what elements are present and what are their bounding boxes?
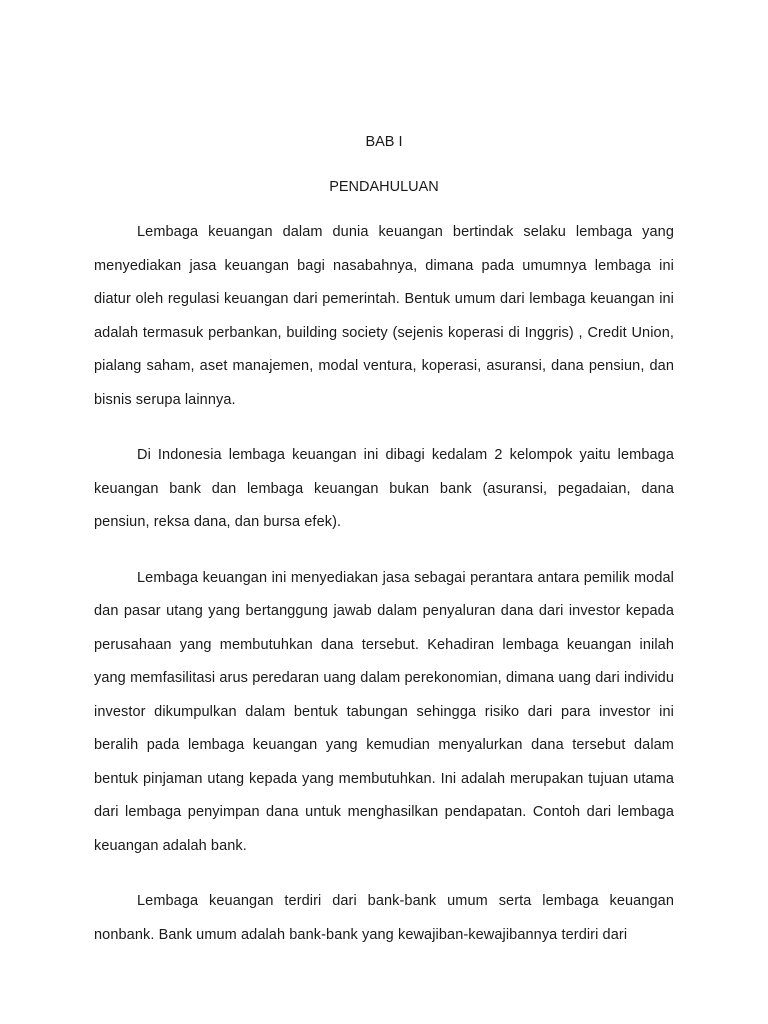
document-page (94, 130, 674, 974)
chapter-heading: BAB I (365, 134, 403, 150)
chapter-title: PENDAHULUAN (329, 179, 439, 195)
paragraph: Lembaga keuangan terdiri dari bank-bank umum serta lembaga keuangan nonbank. Bank umum adalah bank-bank yang kewajiban-kewajibannya terdiri dari (94, 893, 674, 943)
paragraph: Lembaga keuangan ini menyediakan jasa sebagai perantara antara pemilik modal dan pasar utang yang bertanggung jawab dalam penyaluran dana dari investor kepada perusahaan yang membutuhkan dana tersebut. Kehadiran lembaga keuangan inilah yang memfasilitasi arus peredaran uang dalam perekonomian, dimana uang dari individu investor dikumpulkan dalam bentuk tabungan sehingga risiko dari para investor ini beralih pada lembaga keuangan yang kemudian menyalurkan dana tersebut dalam bentuk pinjaman utang kepada yang membutuhkan. Ini adalah merupakan tujuan utama dari lembaga penyimpan dana untuk menghasilkan pendapatan. Contoh dari lembaga keuangan adalah bank. (94, 569, 674, 854)
paragraph: Di Indonesia lembaga keuangan ini dibagi kedalam 2 kelompok yaitu lembaga keuangan bank dan lembaga keuangan bukan bank (asuransi, pegadaian, dana pensiun, reksa dana, dan bursa efek). (94, 447, 674, 530)
paragraph: Lembaga keuangan dalam dunia keuangan bertindak selaku lembaga yang menyediakan jasa keuangan bagi nasabahnya, dimana pada umumnya lembaga ini diatur oleh regulasi keuangan dari pemerintah. Bentuk umum dari lembaga keuangan ini adalah termasuk perbankan, building society (sejenis koperasi di Inggris) , Credit Union, pialang saham, aset manajemen, modal ventura, koperasi, asuransi, dana pensiun, dan bisnis serupa lainnya. (94, 224, 674, 408)
